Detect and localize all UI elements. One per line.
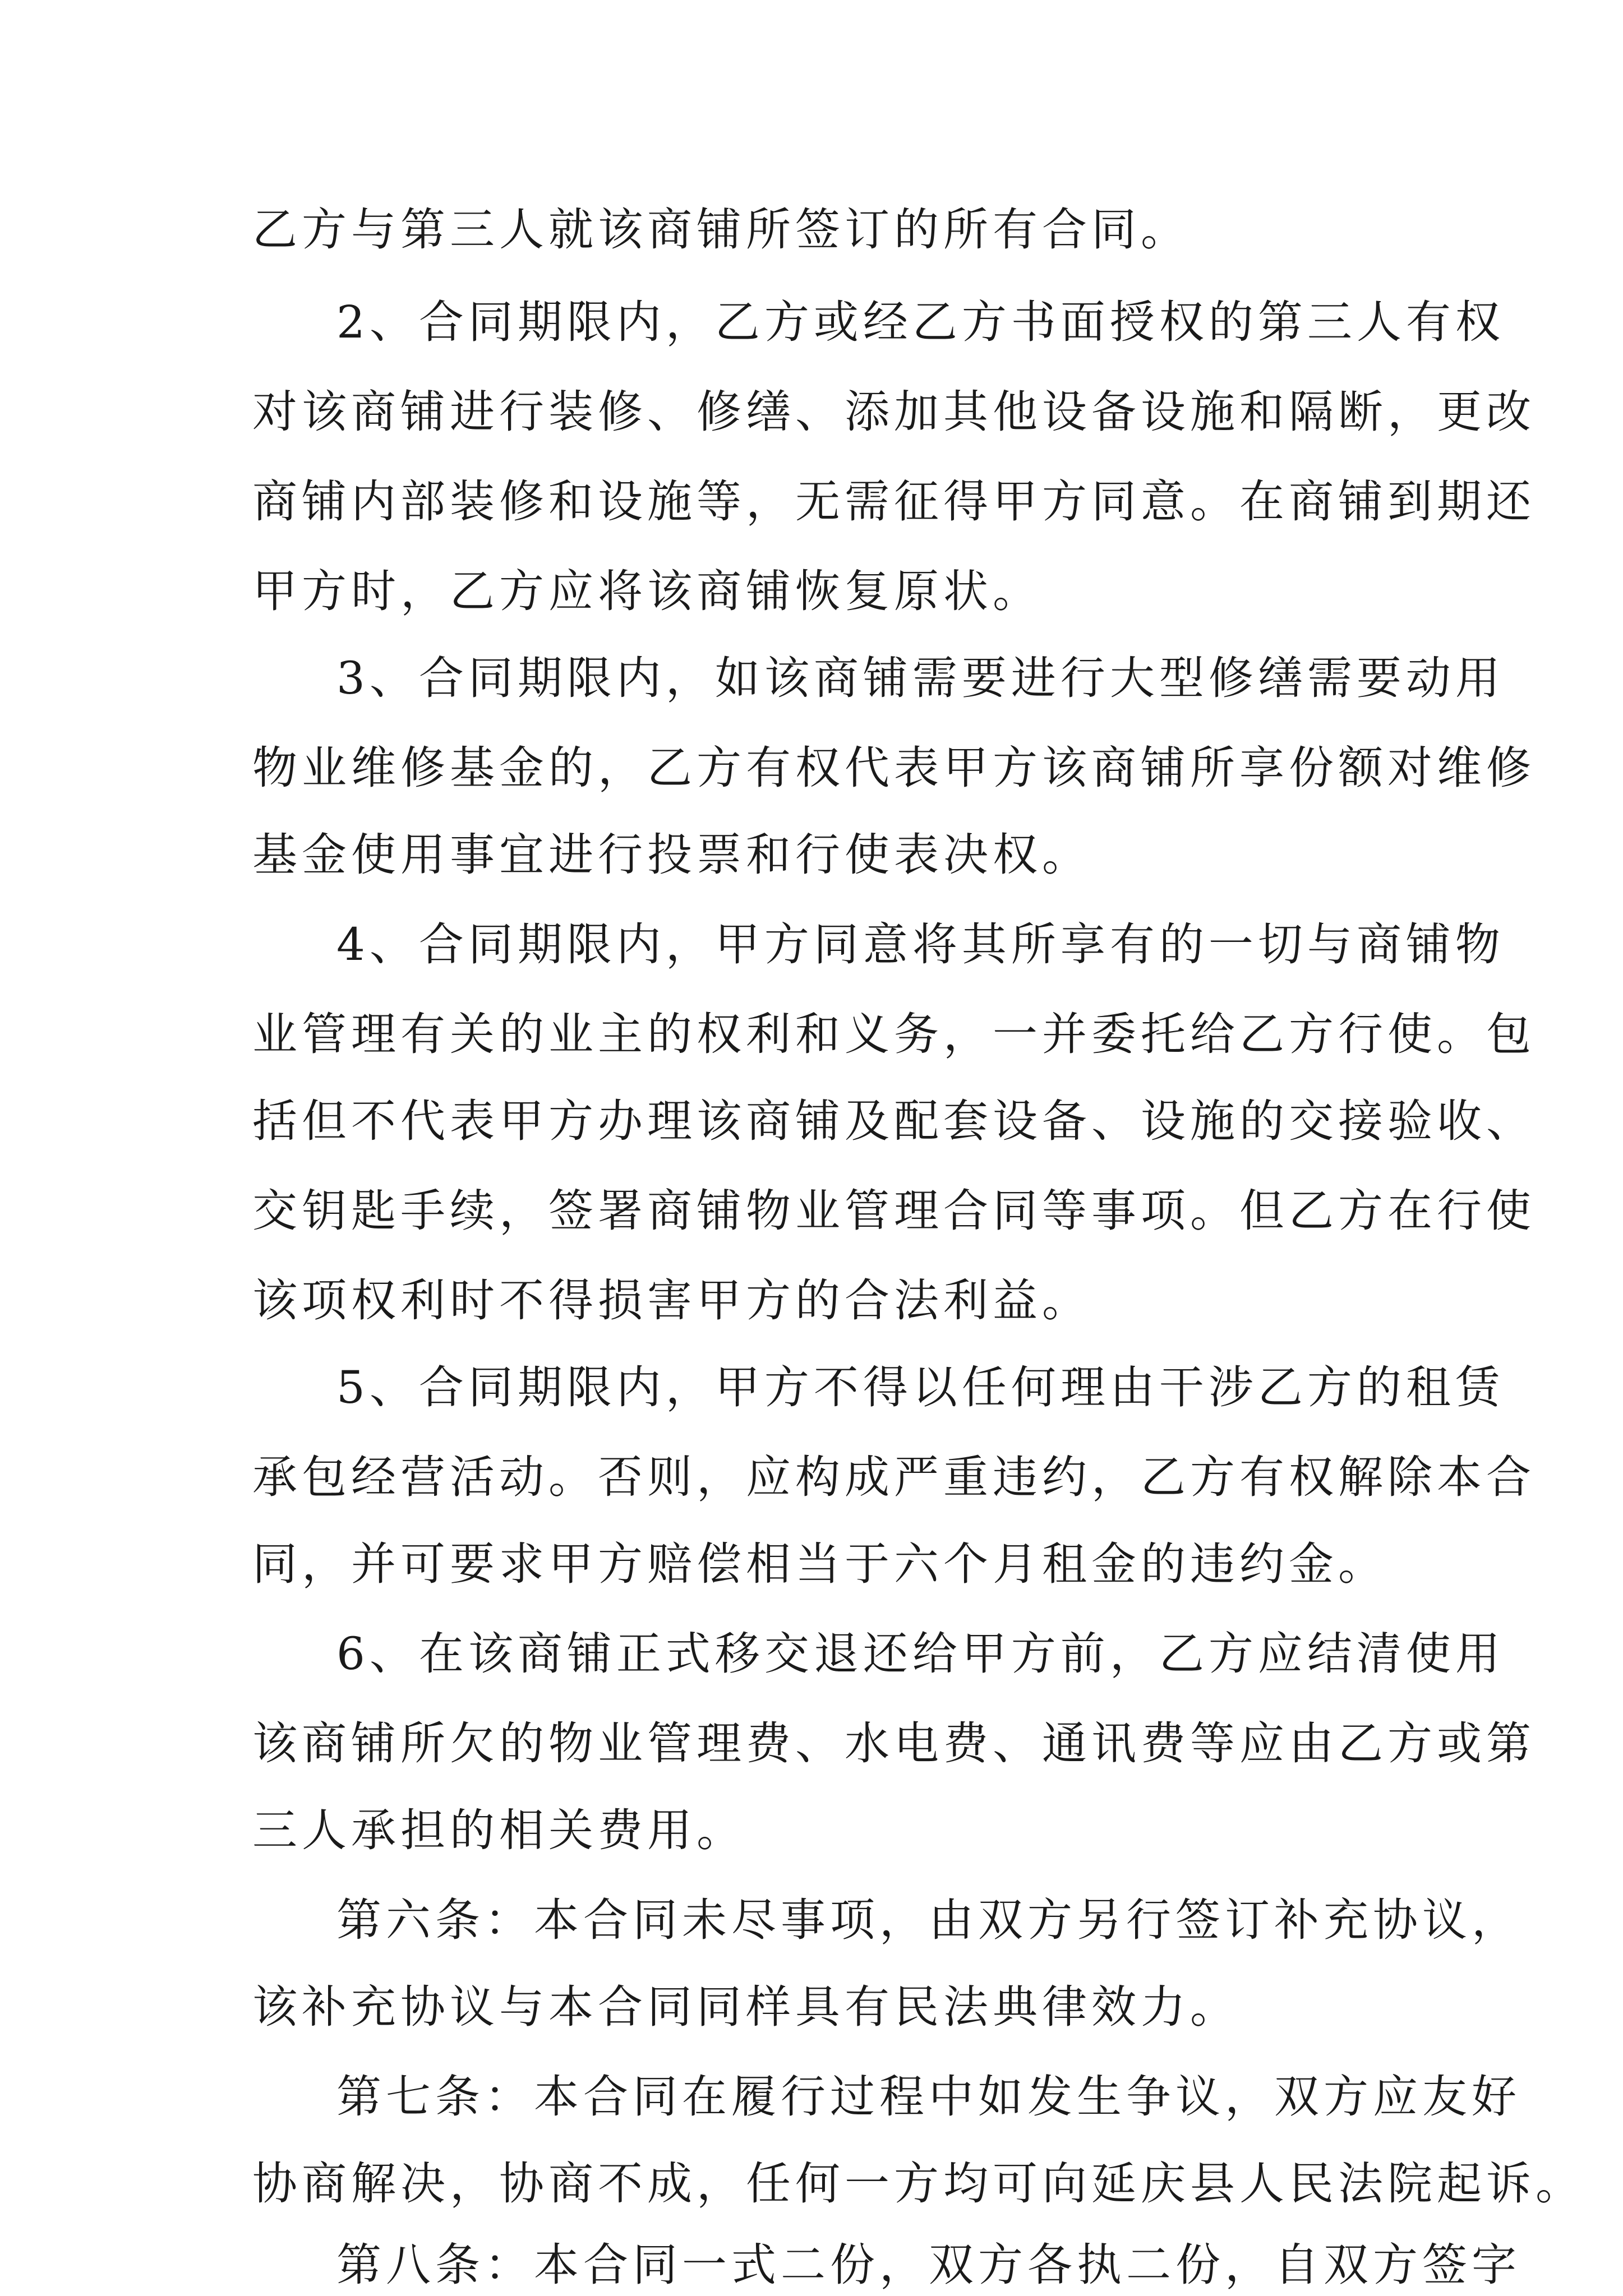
text-line: 该补充协议与本合同同样具有民法典律效力。 — [252, 1981, 1239, 2033]
text-line: 该项权利时不得损害甲方的合法利益。 — [252, 1274, 1091, 1327]
text-line: 第八条：本合同一式二份，双方各执二份，自双方签字 — [336, 2239, 1521, 2291]
text-line: 承包经营活动。否则，应构成严重违约，乙方有权解除本合 — [252, 1451, 1536, 1503]
text-line: 同，并可要求甲方赔偿相当于六个月租金的违约金。 — [252, 1538, 1387, 1590]
text-line: 第六条：本合同未尽事项，由双方另行签订补充协议， — [336, 1894, 1521, 1946]
text-line: 物业维修基金的，乙方有权代表甲方该商铺所享份额对维修 — [252, 742, 1536, 794]
text-line: 6、在该商铺正式移交退还给甲方前，乙方应结清使用 — [336, 1628, 1505, 1680]
text-line: 该商铺所欠的物业管理费、水电费、通讯费等应由乙方或第 — [252, 1717, 1536, 1770]
text-line: 第七条：本合同在履行过程中如发生争议，双方应友好 — [336, 2071, 1521, 2123]
text-line: 括但不代表甲方办理该商铺及配套设备、设施的交接验收、 — [252, 1095, 1536, 1147]
text-line: 5、合同期限内，甲方不得以任何理由干涉乙方的租赁 — [336, 1361, 1505, 1413]
text-line: 业管理有关的业主的权利和义务，一并委托给乙方行使。包 — [252, 1008, 1536, 1060]
text-line: 交钥匙手续，签署商铺物业管理合同等事项。但乙方在行使 — [252, 1185, 1536, 1237]
text-line: 基金使用事宜进行投票和行使表决权。 — [252, 829, 1091, 881]
text-line: 3、合同期限内，如该商铺需要进行大型修缮需要动用 — [336, 652, 1505, 704]
text-line: 三人承担的相关费用。 — [252, 1804, 746, 1856]
text-line: 对该商铺进行装修、修缮、添加其他设备设施和隔断，更改 — [252, 386, 1536, 438]
text-line: 甲方时，乙方应将该商铺恢复原状。 — [252, 565, 1042, 617]
text-line: 乙方与第三人就该商铺所签订的所有合同。 — [252, 204, 1190, 256]
text-line: 商铺内部装修和设施等，无需征得甲方同意。在商铺到期还 — [252, 475, 1536, 528]
text-line: 2、合同期限内，乙方或经乙方书面授权的第三人有权 — [336, 296, 1505, 348]
text-line: 4、合同期限内，甲方同意将其所享有的一切与商铺物 — [336, 918, 1505, 971]
text-line: 协商解决，协商不成，任何一方均可向延庆县人民法院起诉。 — [252, 2158, 1585, 2210]
